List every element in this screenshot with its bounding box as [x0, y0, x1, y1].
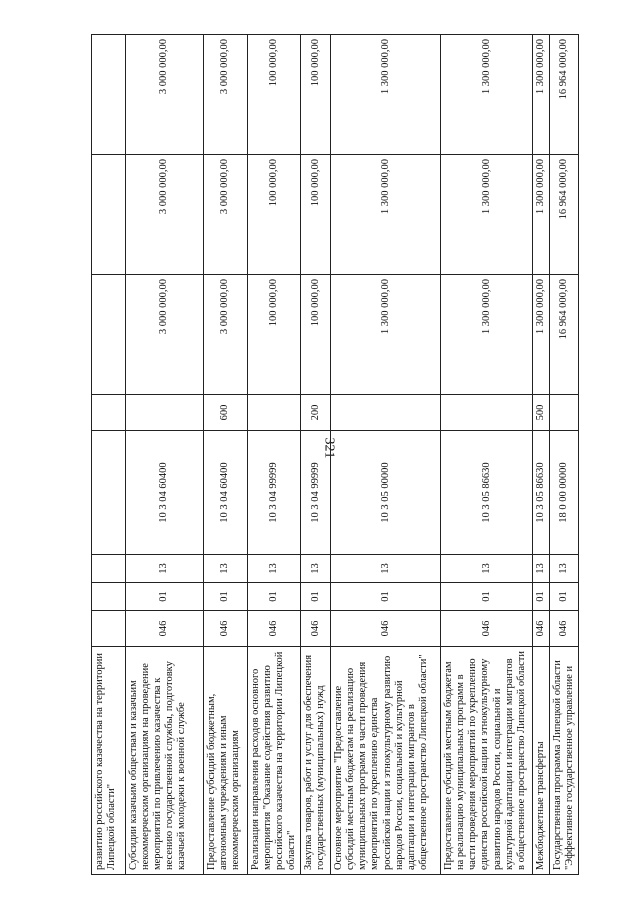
- cell-vr: [92, 395, 126, 431]
- cell-name: Межбюджетные трансферты: [533, 647, 550, 875]
- cell-s1: 1 300 000,00: [331, 275, 441, 395]
- cell-s1: 1 300 000,00: [441, 275, 533, 395]
- cell-ved: 046: [204, 611, 248, 647]
- cell-name: Предоставление субсидий бюджетным, автономным учреждениям и иным некоммерческим организациям: [204, 647, 248, 875]
- cell-ved: 046: [331, 611, 441, 647]
- page-number: 321: [321, 437, 337, 459]
- cell-rz: 01: [301, 583, 331, 611]
- cell-vr: [331, 395, 441, 431]
- cell-csr: 10 3 05 86630: [533, 431, 550, 555]
- table-row: [533, 35, 550, 875]
- budget-table: [91, 34, 579, 875]
- cell-vr: [248, 395, 301, 431]
- cell-s3: 3 000 000,00: [126, 35, 204, 155]
- cell-s2: [92, 155, 126, 275]
- cell-s1: 100 000,00: [301, 275, 331, 395]
- cell-s2: 1 300 000,00: [331, 155, 441, 275]
- cell-s3: 1 300 000,00: [533, 35, 550, 155]
- cell-ved: 046: [301, 611, 331, 647]
- table-row: [301, 35, 331, 875]
- cell-pr: 13: [126, 555, 204, 583]
- cell-pr: [92, 555, 126, 583]
- cell-csr: 10 3 04 99999: [301, 431, 331, 555]
- cell-ved: 046: [533, 611, 550, 647]
- table-row: [126, 35, 204, 875]
- cell-rz: 01: [248, 583, 301, 611]
- cell-rz: 01: [126, 583, 204, 611]
- cell-name: Основное мероприятие "Предоставление субсидий местным бюджетам на реализацию муниципальных программ в части проведения мероприятий по укреплению единства российской нации и этнокультурному развитию народов России, социальной и культурной адаптации и интеграции мигрантов в общественное пространство Липецкой области": [331, 647, 441, 875]
- cell-ved: 046: [248, 611, 301, 647]
- cell-s2: 100 000,00: [248, 155, 301, 275]
- cell-s3: 1 300 000,00: [441, 35, 533, 155]
- cell-s2: 16 964 000,00: [550, 155, 579, 275]
- cell-s1: 1 300 000,00: [533, 275, 550, 395]
- cell-s1: 100 000,00: [248, 275, 301, 395]
- cell-pr: 13: [550, 555, 579, 583]
- cell-s3: 100 000,00: [248, 35, 301, 155]
- cell-pr: 13: [533, 555, 550, 583]
- cell-name: развитию российского казачества на территории Липецкой области": [92, 647, 126, 875]
- cell-rz: 01: [533, 583, 550, 611]
- table-row: [248, 35, 301, 875]
- table-row: [92, 35, 126, 875]
- cell-csr: 10 3 05 86630: [441, 431, 533, 555]
- cell-s2: 3 000 000,00: [204, 155, 248, 275]
- cell-pr: 13: [301, 555, 331, 583]
- cell-s1: 3 000 000,00: [204, 275, 248, 395]
- cell-s2: 3 000 000,00: [126, 155, 204, 275]
- cell-vr: [550, 395, 579, 431]
- cell-pr: 13: [441, 555, 533, 583]
- cell-rz: [92, 583, 126, 611]
- cell-s3: 16 964 000,00: [550, 35, 579, 155]
- cell-s1: 3 000 000,00: [126, 275, 204, 395]
- cell-name: Предоставление субсидий местным бюджетам на реализацию муниципальных программ в части проведения мероприятий по укреплению единства российской нации и этнокультурному развитию народов России, социальной и культурной адаптации и интеграции мигрантов в общественное пространство Липецкой области: [441, 647, 533, 875]
- cell-ved: [92, 611, 126, 647]
- cell-csr: 10 3 04 60400: [204, 431, 248, 555]
- cell-ved: 046: [441, 611, 533, 647]
- cell-csr: 10 3 05 00000: [331, 431, 441, 555]
- cell-s3: 1 300 000,00: [331, 35, 441, 155]
- cell-vr: 500: [533, 395, 550, 431]
- cell-rz: 01: [204, 583, 248, 611]
- cell-vr: [126, 395, 204, 431]
- cell-s3: 100 000,00: [301, 35, 331, 155]
- cell-pr: 13: [248, 555, 301, 583]
- cell-s2: 1 300 000,00: [533, 155, 550, 275]
- cell-name: Государственная программа Липецкой области "Эффективное государственное управление и: [550, 647, 579, 875]
- cell-name: Реализация направления расходов основного мероприятия "Оказание содействия развитию российского казачества на территории Липецкой области": [248, 647, 301, 875]
- cell-name: Закупка товаров, работ и услуг для обеспечения государственных (муниципальных) нужд: [301, 647, 331, 875]
- cell-rz: 01: [331, 583, 441, 611]
- cell-s1: [92, 275, 126, 395]
- cell-s2: 100 000,00: [301, 155, 331, 275]
- rotated-page: [91, 35, 576, 875]
- table-row: [331, 35, 441, 875]
- table-row: [204, 35, 248, 875]
- cell-csr: 10 3 04 99999: [248, 431, 301, 555]
- cell-ved: 046: [126, 611, 204, 647]
- cell-vr: 200: [301, 395, 331, 431]
- cell-ved: 046: [550, 611, 579, 647]
- cell-pr: 13: [331, 555, 441, 583]
- cell-vr: [441, 395, 533, 431]
- cell-csr: [92, 431, 126, 555]
- cell-vr: 600: [204, 395, 248, 431]
- cell-s2: 1 300 000,00: [441, 155, 533, 275]
- cell-csr: 18 0 00 00000: [550, 431, 579, 555]
- cell-rz: 01: [550, 583, 579, 611]
- cell-s3: [92, 35, 126, 155]
- cell-name: Субсидии казачьим обществам и казачьим некоммерческим организациям на проведение мероприятий по привлечению казачества к несению государственной службы, подготовку казачьей молодежи к военной службе: [126, 647, 204, 875]
- cell-s1: 16 964 000,00: [550, 275, 579, 395]
- cell-csr: 10 3 04 60400: [126, 431, 204, 555]
- cell-pr: 13: [204, 555, 248, 583]
- table-row: [550, 35, 579, 875]
- cell-rz: 01: [441, 583, 533, 611]
- table-row: [441, 35, 533, 875]
- cell-s3: 3 000 000,00: [204, 35, 248, 155]
